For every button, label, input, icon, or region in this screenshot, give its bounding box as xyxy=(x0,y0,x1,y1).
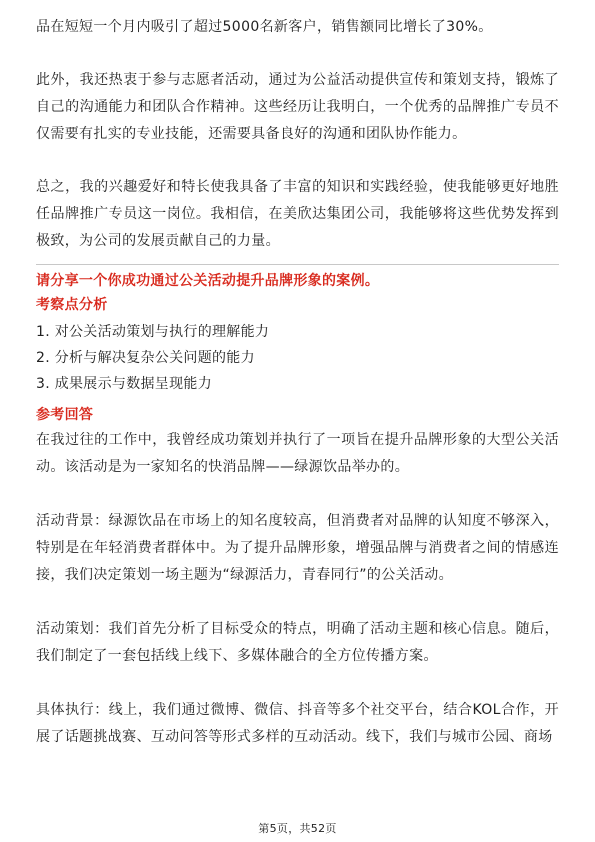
answer-paragraph-background: 活动背景：绿源饮品在市场上的知名度较高，但消费者对品牌的认知度不够深入，特别是在年轻消费者群体中。为了提升品牌形象，增强品牌与消费者之间的情感连接，我们决定策划一场主题为“绿源活力，青春同行”的公关活动。 xyxy=(36,513,559,583)
page-content xyxy=(36,14,559,751)
analysis-list xyxy=(36,319,559,397)
answer-paragraph-execution: 具体执行：线上，我们通过微博、微信、抖音等多个社交平台，结合KOL合作，开展了话题挑战赛、互动问答等形式多样的互动活动。线下，我们与城市公园、商场 xyxy=(36,702,559,745)
section-divider xyxy=(36,264,559,265)
paragraph-results: 品在短短一个月内吸引了超过5000名新客户，销售额同比增长了30%。 xyxy=(36,19,493,35)
interview-question: 请分享一个你成功通过公关活动提升品牌形象的案例。 xyxy=(36,273,380,289)
paragraph-summary: 总之，我的兴趣爱好和特长使我具备了丰富的知识和实践经验，使我能够更好地胜任品牌推广专员这一岗位。我相信，在美欣达集团公司，我能够将这些优势发挥到极致，为公司的发展贡献自己的力量。 xyxy=(36,179,559,249)
page-number: 第5页，共52页 xyxy=(258,822,337,835)
analysis-item: 2. 分析与解决复杂公关问题的能力 xyxy=(36,350,255,366)
answer-heading: 参考回答 xyxy=(36,407,94,423)
answer-paragraph-intro: 在我过往的工作中，我曾经成功策划并执行了一项旨在提升品牌形象的大型公关活动。该活动是为一家知名的快消品牌——绿源饮品举办的。 xyxy=(36,432,559,475)
paragraph-volunteer: 此外，我还热衷于参与志愿者活动，通过为公益活动提供宣传和策划支持，锻炼了自己的沟通能力和团队合作精神。这些经历让我明白，一个优秀的品牌推广专员不仅需要有扎实的专业技能，还需要具备良好的沟通和团队协作能力。 xyxy=(36,72,559,142)
analysis-item: 3. 成果展示与数据呈现能力 xyxy=(36,376,213,392)
answer-paragraph-planning: 活动策划：我们首先分析了目标受众的特点，明确了活动主题和核心信息。随后，我们制定了一套包括线上线下、多媒体融合的全方位传播方案。 xyxy=(36,621,559,664)
analysis-item: 1. 对公关活动策划与执行的理解能力 xyxy=(36,324,270,340)
analysis-heading: 考察点分析 xyxy=(36,297,108,313)
